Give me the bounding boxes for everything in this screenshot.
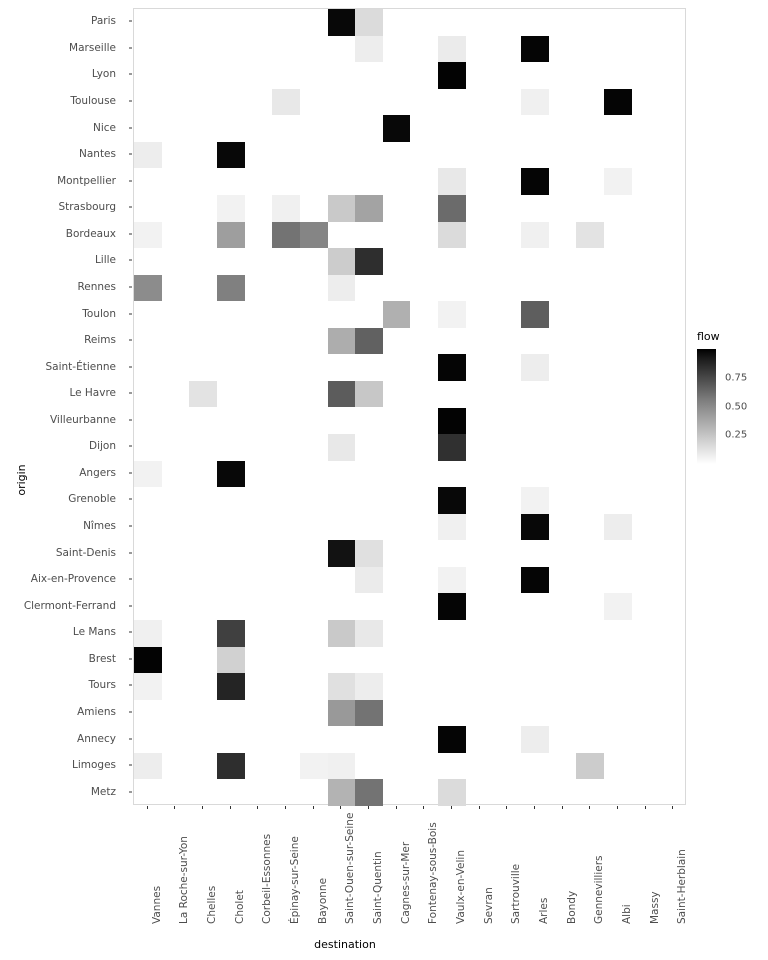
- heatmap-cell: [604, 514, 632, 541]
- heatmap-cell: [438, 222, 466, 249]
- y-tick-label: Le Havre: [69, 387, 116, 400]
- x-tick-label: Massy: [648, 891, 661, 924]
- heatmap-cell: [189, 381, 217, 408]
- x-tick-mark: [423, 806, 424, 809]
- y-tick-label: Dijon: [89, 440, 116, 453]
- x-tick-mark: [589, 806, 590, 809]
- x-tick-mark: [230, 806, 231, 809]
- heatmap-cell: [272, 195, 300, 222]
- heatmap-cell: [438, 408, 466, 435]
- heatmap-cell: [604, 593, 632, 620]
- x-tick-mark: [451, 806, 452, 809]
- x-tick-label: Saint-Herblain: [676, 849, 689, 924]
- y-tick-mark: [129, 233, 132, 234]
- heatmap-cell: [355, 779, 383, 806]
- y-tick-mark: [129, 685, 132, 686]
- y-tick-label: Nantes: [79, 148, 116, 161]
- x-tick-mark: [368, 806, 369, 809]
- heatmap-cell: [355, 248, 383, 275]
- heatmap-cell: [521, 89, 549, 116]
- x-tick-label: Cholet: [233, 890, 246, 924]
- heatmap-cell: [383, 301, 411, 328]
- y-tick-label: Annecy: [77, 732, 116, 745]
- heatmap-cell: [217, 461, 245, 488]
- legend-tick-label: 0.75: [725, 372, 748, 384]
- heatmap-cell: [328, 248, 356, 275]
- y-tick-label: Nîmes: [83, 520, 116, 533]
- heatmap-cell: [438, 36, 466, 63]
- heatmap-cell: [328, 328, 356, 355]
- y-tick-mark: [129, 446, 132, 447]
- y-tick-label: Limoges: [71, 759, 116, 772]
- y-tick-label: Lille: [94, 254, 116, 267]
- y-tick-mark: [129, 658, 132, 659]
- heatmap-cell: [217, 753, 245, 780]
- heatmap-cell: [134, 673, 162, 700]
- x-tick-label: Vaulx-en-Velin: [454, 850, 467, 924]
- x-tick-mark: [257, 806, 258, 809]
- x-tick-mark: [645, 806, 646, 809]
- x-tick-label: Sevran: [482, 887, 495, 924]
- y-tick-label: Saint-Étienne: [45, 360, 116, 373]
- heatmap-cell: [134, 753, 162, 780]
- heatmap-cell: [355, 195, 383, 222]
- heatmap-cell: [521, 514, 549, 541]
- y-tick-mark: [129, 340, 132, 341]
- x-tick-label: Gennevilliers: [593, 855, 606, 924]
- x-tick-label: Saint-Quentin: [372, 851, 385, 924]
- y-tick-label: Nice: [92, 121, 116, 134]
- y-tick-label: Villeurbanne: [49, 413, 116, 426]
- heatmap-cell: [438, 354, 466, 381]
- heatmap-cell: [300, 222, 328, 249]
- x-tick-mark: [672, 806, 673, 809]
- heatmap-cell: [355, 673, 383, 700]
- x-tick-label: Albi: [620, 904, 633, 924]
- x-tick-label: Corbeil-Essonnes: [261, 833, 274, 924]
- y-tick-label: Angers: [79, 466, 116, 479]
- heatmap-cell: [438, 726, 466, 753]
- heatmap-cell: [217, 275, 245, 302]
- heatmap-cell: [438, 434, 466, 461]
- x-tick-label: Bayonne: [316, 877, 329, 924]
- y-tick-label: Metz: [90, 785, 116, 798]
- heatmap-cell: [328, 434, 356, 461]
- x-tick-label: Arles: [537, 897, 550, 924]
- legend-tick-label: 0.50: [725, 401, 748, 412]
- heatmap-cell: [272, 222, 300, 249]
- legend-body: [697, 349, 765, 469]
- legend: [697, 330, 765, 469]
- heatmap-cell: [604, 89, 632, 116]
- heatmap-cell: [134, 647, 162, 674]
- legend-colorbar: [697, 349, 716, 464]
- x-tick-label: Épinay-sur-Seine: [289, 836, 302, 924]
- x-tick-mark: [506, 806, 507, 809]
- heatmap-cell: [328, 540, 356, 567]
- x-tick-mark: [174, 806, 175, 809]
- y-tick-label: Le Mans: [72, 626, 116, 639]
- y-axis-title: origin: [15, 464, 29, 496]
- heatmap-cell: [521, 354, 549, 381]
- x-tick-label: Saint-Ouen-sur-Seine: [344, 812, 357, 924]
- heatmap-cells: [134, 9, 685, 804]
- heatmap-cell: [438, 168, 466, 195]
- y-tick-mark: [129, 419, 132, 420]
- x-tick-label: Fontenay-sous-Bois: [427, 822, 440, 924]
- heatmap-cell: [521, 168, 549, 195]
- heatmap-cell: [438, 567, 466, 594]
- y-tick-label: Amiens: [77, 706, 116, 719]
- y-tick-label: Lyon: [91, 68, 116, 81]
- heatmap-cell: [217, 620, 245, 647]
- heatmap-cell: [134, 275, 162, 302]
- y-tick-mark: [129, 366, 132, 367]
- heatmap-cell: [576, 753, 604, 780]
- x-tick-label: Bondy: [565, 890, 578, 924]
- y-tick-label: Bordeaux: [65, 227, 116, 240]
- x-axis-tick-labels: [133, 806, 689, 931]
- x-tick-label: Vannes: [150, 885, 163, 924]
- x-tick-label: Sartrouville: [510, 863, 523, 924]
- legend-tick-mark: [716, 407, 720, 408]
- heatmap-cell: [355, 540, 383, 567]
- y-tick-mark: [129, 47, 132, 48]
- y-axis-tick-labels: [0, 8, 126, 805]
- heatmap-cell: [328, 753, 356, 780]
- x-tick-label: Chelles: [206, 885, 219, 924]
- y-tick-label: Clermont-Ferrand: [23, 599, 116, 612]
- y-tick-label: Paris: [91, 15, 116, 28]
- x-tick-mark: [562, 806, 563, 809]
- legend-tick-mark: [716, 378, 720, 379]
- x-tick-mark: [147, 806, 148, 809]
- y-tick-mark: [129, 472, 132, 473]
- legend-title: flow: [697, 330, 720, 343]
- y-tick-label: Rennes: [77, 280, 116, 293]
- y-tick-label: Aix-en-Provence: [30, 573, 116, 586]
- heatmap-cell: [438, 195, 466, 222]
- heatmap-cell: [217, 222, 245, 249]
- y-tick-label: Reims: [84, 334, 116, 347]
- heatmap-cell: [355, 36, 383, 63]
- y-tick-label: Grenoble: [68, 493, 116, 506]
- y-tick-mark: [129, 154, 132, 155]
- x-tick-mark: [534, 806, 535, 809]
- heatmap-cell: [217, 195, 245, 222]
- y-tick-mark: [129, 526, 132, 527]
- heatmap-cell: [438, 779, 466, 806]
- heatmap-cell: [328, 275, 356, 302]
- heatmap-cell: [355, 9, 383, 36]
- heatmap-cell: [272, 89, 300, 116]
- y-tick-mark: [129, 207, 132, 208]
- heatmap-cell: [300, 753, 328, 780]
- y-tick-mark: [129, 499, 132, 500]
- y-tick-mark: [129, 738, 132, 739]
- x-tick-label: Cagnes-sur-Mer: [399, 841, 412, 924]
- heatmap-cell: [328, 381, 356, 408]
- x-tick-label: La Roche-sur-Yon: [178, 836, 191, 924]
- heatmap-cell: [576, 222, 604, 249]
- heatmap-cell: [383, 115, 411, 142]
- x-axis-title: destination: [314, 938, 376, 951]
- heatmap-cell: [328, 779, 356, 806]
- heatmap-cell: [438, 593, 466, 620]
- y-tick-mark: [129, 260, 132, 261]
- heatmap-cell: [521, 301, 549, 328]
- heatmap-cell: [521, 36, 549, 63]
- heatmap-cell: [328, 195, 356, 222]
- plot-panel: [133, 8, 686, 805]
- heatmap-cell: [355, 381, 383, 408]
- heatmap-cell: [438, 301, 466, 328]
- y-tick-label: Saint-Denis: [55, 546, 116, 559]
- y-tick-mark: [129, 393, 132, 394]
- heatmap-cell: [134, 142, 162, 169]
- heatmap-cell: [355, 700, 383, 727]
- legend-tick-label: 0.25: [725, 429, 748, 441]
- heatmap-cell: [328, 673, 356, 700]
- heatmap-cell: [134, 222, 162, 249]
- heatmap-cell: [355, 328, 383, 355]
- heatmap-cell: [521, 567, 549, 594]
- x-tick-mark: [340, 806, 341, 809]
- y-tick-label: Brest: [88, 652, 116, 665]
- heatmap-cell: [438, 487, 466, 514]
- heatmap-cell: [355, 620, 383, 647]
- y-tick-mark: [129, 765, 132, 766]
- heatmap-cell: [134, 461, 162, 488]
- y-tick-mark: [129, 21, 132, 22]
- y-tick-mark: [129, 579, 132, 580]
- y-tick-mark: [129, 180, 132, 181]
- heatmap-cell: [355, 567, 383, 594]
- y-tick-mark: [129, 286, 132, 287]
- x-tick-mark: [479, 806, 480, 809]
- heatmap-cell: [328, 620, 356, 647]
- y-tick-label: Toulon: [82, 307, 116, 320]
- heatmap-cell: [521, 487, 549, 514]
- y-tick-label: Montpellier: [57, 174, 116, 187]
- heatmap-cell: [438, 514, 466, 541]
- y-tick-mark: [129, 552, 132, 553]
- y-tick-mark: [129, 313, 132, 314]
- heatmap-cell: [438, 62, 466, 89]
- heatmap-cell: [328, 9, 356, 36]
- y-tick-mark: [129, 632, 132, 633]
- y-tick-mark: [129, 74, 132, 75]
- x-tick-mark: [202, 806, 203, 809]
- y-tick-label: Tours: [88, 679, 116, 692]
- heatmap-cell: [521, 222, 549, 249]
- y-tick-label: Marseille: [69, 41, 116, 54]
- heatmap-cell: [134, 620, 162, 647]
- y-tick-label: Strasbourg: [58, 201, 116, 214]
- y-tick-mark: [129, 127, 132, 128]
- legend-tick-mark: [716, 435, 720, 436]
- heatmap-cell: [217, 647, 245, 674]
- heatmap-cell: [328, 700, 356, 727]
- heatmap-cell: [604, 168, 632, 195]
- y-tick-mark: [129, 791, 132, 792]
- heatmap-cell: [217, 142, 245, 169]
- x-tick-mark: [313, 806, 314, 809]
- x-tick-mark: [285, 806, 286, 809]
- x-tick-mark: [617, 806, 618, 809]
- y-tick-mark: [129, 712, 132, 713]
- x-tick-mark: [396, 806, 397, 809]
- y-tick-mark: [129, 605, 132, 606]
- heatmap-cell: [217, 673, 245, 700]
- heatmap-cell: [521, 726, 549, 753]
- y-tick-label: Toulouse: [70, 94, 116, 107]
- y-tick-mark: [129, 100, 132, 101]
